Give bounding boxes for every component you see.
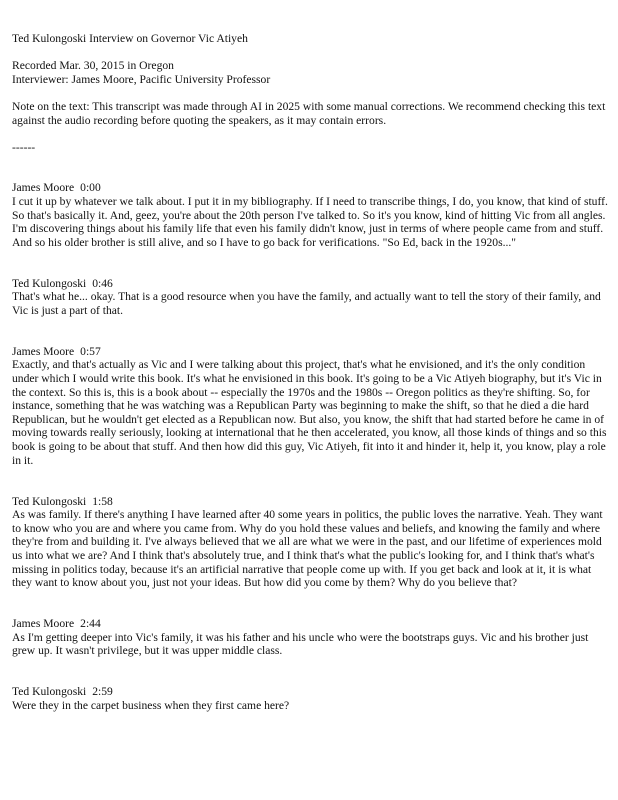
timestamp: 0:00 [80,181,101,195]
segment-text: As I'm getting deeper into Vic's family, it was his father and his uncle who were the bootstraps guys. Vic and his brother just grew up. It wasn't privilege, but it was upper middle class. [12,630,589,658]
speaker-name: Ted Kulongoski [12,494,87,508]
speaker-line [12,181,608,195]
segment-text: I cut it up by whatever we talk about. I put it in my bibliography. If I need to transcribe things, I do, you know, that kind of stuff. So that's basically it. And, geez, you're about the 20th person I've talked to. So it's you know, kind of hitting Vic from all angles. I'm discovering things about his family life that even his family didn't know, just in terms of where people came from and stuff. And so his older brother is still alive, and so I have to go back for verifications. "So Ed, back in the 1920s..." [12,194,608,249]
transcript-segment [12,617,608,658]
speaker-line [12,495,608,509]
transcript-note: Note on the text: This transcript was made through AI in 2025 with some manual corrections. We recommend checking this text against the audio recording before quoting the speakers, as it may contain errors. [12,99,606,127]
timestamp: 1:58 [92,494,113,508]
timestamp: 0:46 [92,276,113,290]
timestamp: 2:59 [92,685,113,699]
recorded-date: Recorded Mar. 30, 2015 in Oregon [12,59,174,73]
speaker-name: James Moore [12,181,75,195]
transcript-segment [12,181,608,249]
speaker-line [12,277,608,291]
segment-text: Were they in the carpet business when they first came here? [12,698,290,712]
transcript-segment [12,277,608,318]
separator: ------ [12,140,36,154]
interviewer-line: Interviewer: James Moore, Pacific University Professor [12,72,271,86]
segment-text: Exactly, and that's actually as Vic and I were talking about this project, that's what he envisioned, and it's the only condition under which I would write this book. It's what he envisioned in this book. It's going to be a Vic Atiyeh biography, but it's Vic in the context. So this is, this is a book about -- especially the 1970s and the 1980s -- Oregon politics as they're shifting. So, for instance, something that he was watching was a Republican Party was beginning to make the shift, so that he died a die hard Republican, but he wouldn't get elected as a Republican now. But also, you know, the shift that had started before he came in of moving towards really seriously, looking at international that he then accelerated, you know, all those kinds of things and so this book is going to be about that stuff. And then how did this guy, Vic Atiyeh, fit into it and hinder it, help it, you know, play a role in it. [12,358,607,467]
transcript-page [12,32,608,740]
speaker-name: James Moore [12,344,75,358]
speaker-line [12,617,608,631]
speaker-line [12,345,608,359]
speaker-name: James Moore [12,617,75,631]
transcript-segment [12,495,608,590]
timestamp: 2:44 [80,617,101,631]
transcript-segment [12,345,608,467]
segment-text: As was family. If there's anything I have learned after 40 some years in politics, the public loves the narrative. Yeah. They want to know who you are and where you came from. Why do you hold these values and beliefs, and knowing the family and where they're from and building it. I've always believed that we all are what we were in the past, and our lifetime of experiences mold us into what we are? And I think that's absolutely true, and I think that's what the public's looking for, and I think that's what's missing in politics today, because it's an artificial narrative that people come up with. If you get back and look at it, it is what they want to know about you, just not your ideas. But how did you come by them? Why do you believe that? [12,508,603,590]
timestamp: 0:57 [80,344,101,358]
speaker-name: Ted Kulongoski [12,685,87,699]
document-title: Ted Kulongoski Interview on Governor Vic Atiyeh [12,32,248,45]
speaker-name: Ted Kulongoski [12,276,87,290]
speaker-line [12,685,608,699]
recording-info [12,59,608,86]
segment-text: That's what he... okay. That is a good resource when you have the family, and actually want to tell the story of their family, and Vic is just a part of that. [12,290,601,317]
transcript-segment [12,685,608,712]
